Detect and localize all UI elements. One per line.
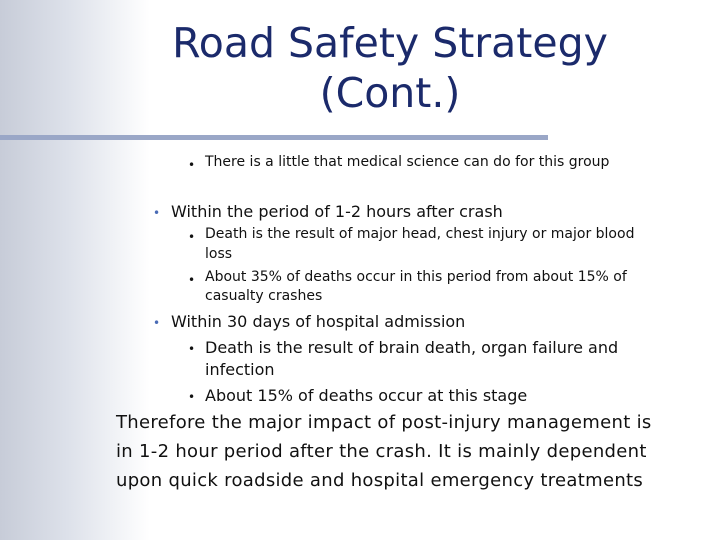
conclusion-line-2: in 1-2 hour period after the crash. It is mainly dependent (116, 441, 647, 462)
section2-sub1-line1: Death is the result of brain death, organ failure and (205, 338, 619, 357)
section1-sub1-line2: loss (205, 246, 233, 262)
section1-sub2-line1: About 35% of deaths occur in this period from about 15% of (205, 269, 627, 285)
bullet-dot-icon: • (188, 158, 196, 172)
bullet-dot-icon: • (188, 390, 196, 404)
bullet-dot-icon: • (188, 342, 196, 356)
section1-heading: Within the period of 1-2 hours after crash (171, 202, 503, 221)
section2-sub1-line2: infection (205, 360, 275, 379)
section1-sub2-line2: casualty crashes (205, 288, 323, 304)
conclusion-line-3: upon quick roadside and hospital emergency treatments (116, 470, 644, 491)
conclusion-line-1: Therefore the major impact of post-injury management is (116, 412, 652, 433)
title-line-2: (Cont.) (319, 69, 461, 117)
slide-title (135, 18, 645, 118)
top-note: There is a little that medical science can do for this group (205, 154, 610, 170)
title-line-1: Road Safety Strategy (172, 19, 608, 67)
bullet-dot-icon: • (153, 316, 161, 330)
section1-sub1-line1: Death is the result of major head, chest injury or major blood (205, 226, 635, 242)
bullet-dot-icon: • (188, 230, 196, 244)
section2-heading: Within 30 days of hospital admission (171, 312, 466, 331)
title-divider (0, 135, 548, 140)
section2-sub2-line1: About 15% of deaths occur at this stage (205, 386, 528, 405)
bullet-dot-icon: • (153, 206, 161, 220)
bullet-dot-icon: • (188, 273, 196, 287)
